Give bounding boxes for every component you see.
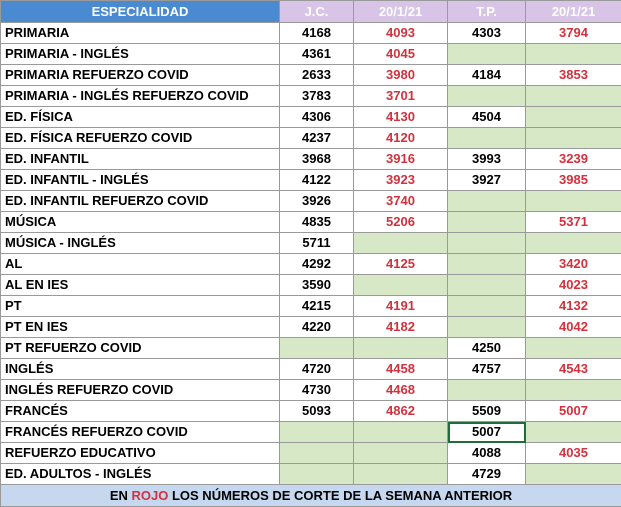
jc-previous-cell[interactable]: 4182 [354, 317, 448, 338]
tp-cell[interactable] [448, 212, 526, 233]
tp-previous-cell[interactable]: 5371 [526, 212, 621, 233]
specialty-cell[interactable]: ED. INFANTIL REFUERZO COVID [1, 191, 280, 212]
tp-cell[interactable]: 5007 [448, 422, 526, 443]
jc-previous-cell[interactable]: 3740 [354, 191, 448, 212]
tp-previous-cell[interactable]: 3794 [526, 23, 621, 44]
jc-cell[interactable]: 4835 [280, 212, 354, 233]
jc-cell[interactable]: 5711 [280, 233, 354, 254]
specialty-cell[interactable]: AL EN IES [1, 275, 280, 296]
tp-cell[interactable] [448, 86, 526, 107]
table-row [1, 338, 621, 359]
specialty-cell[interactable]: PRIMARIA - INGLÉS [1, 44, 280, 65]
tp-cell[interactable] [448, 128, 526, 149]
jc-previous-cell[interactable] [354, 443, 448, 464]
specialty-cell[interactable]: MÚSICA [1, 212, 280, 233]
jc-cell[interactable]: 3968 [280, 149, 354, 170]
table-row [1, 296, 621, 317]
tp-cell[interactable] [448, 275, 526, 296]
jc-previous-cell[interactable] [354, 338, 448, 359]
footer-note[interactable] [1, 485, 621, 507]
jc-cell[interactable]: 3590 [280, 275, 354, 296]
header-especialidad[interactable]: ESPECIALIDAD [1, 1, 280, 23]
jc-previous-cell[interactable]: 4468 [354, 380, 448, 401]
tp-previous-cell[interactable]: 3853 [526, 65, 621, 86]
specialty-cell[interactable]: FRANCÉS [1, 401, 280, 422]
jc-cell[interactable]: 2633 [280, 65, 354, 86]
table-row [1, 23, 621, 44]
jc-previous-cell[interactable]: 4458 [354, 359, 448, 380]
tp-previous-cell[interactable]: 4543 [526, 359, 621, 380]
specialty-cell[interactable]: FRANCÉS REFUERZO COVID [1, 422, 280, 443]
tp-previous-cell[interactable]: 4023 [526, 275, 621, 296]
tp-previous-cell[interactable] [526, 233, 621, 254]
tp-cell[interactable]: 4757 [448, 359, 526, 380]
specialty-cell[interactable]: ED. FÍSICA REFUERZO COVID [1, 128, 280, 149]
jc-cell[interactable]: 4306 [280, 107, 354, 128]
table-row [1, 317, 621, 338]
table-row [1, 254, 621, 275]
specialty-cell[interactable]: PT EN IES [1, 317, 280, 338]
tp-cell[interactable]: 4088 [448, 443, 526, 464]
tp-cell[interactable]: 4184 [448, 65, 526, 86]
tp-previous-cell[interactable]: 5007 [526, 401, 621, 422]
jc-previous-cell[interactable]: 4093 [354, 23, 448, 44]
tp-cell[interactable]: 4303 [448, 23, 526, 44]
table-row [1, 191, 621, 212]
jc-previous-cell[interactable]: 3916 [354, 149, 448, 170]
jc-cell[interactable] [280, 422, 354, 443]
jc-previous-cell[interactable] [354, 464, 448, 485]
jc-cell[interactable]: 4720 [280, 359, 354, 380]
table-row [1, 233, 621, 254]
table-row [1, 359, 621, 380]
jc-previous-cell[interactable]: 4120 [354, 128, 448, 149]
jc-cell[interactable]: 4220 [280, 317, 354, 338]
jc-previous-cell[interactable]: 3980 [354, 65, 448, 86]
table-row [1, 464, 621, 485]
table-row [1, 65, 621, 86]
tp-previous-cell[interactable] [526, 464, 621, 485]
jc-cell[interactable] [280, 464, 354, 485]
tp-previous-cell[interactable]: 3239 [526, 149, 621, 170]
tp-cell[interactable]: 4250 [448, 338, 526, 359]
tp-cell[interactable]: 5509 [448, 401, 526, 422]
tp-cell[interactable]: 4504 [448, 107, 526, 128]
tp-previous-cell[interactable] [526, 191, 621, 212]
jc-cell[interactable] [280, 443, 354, 464]
tp-cell[interactable] [448, 296, 526, 317]
table-row [1, 86, 621, 107]
footer-row [1, 485, 621, 507]
jc-cell[interactable]: 4730 [280, 380, 354, 401]
jc-previous-cell[interactable]: 4191 [354, 296, 448, 317]
tp-previous-cell[interactable] [526, 107, 621, 128]
tp-cell[interactable] [448, 254, 526, 275]
jc-cell[interactable]: 3926 [280, 191, 354, 212]
tp-cell[interactable] [448, 317, 526, 338]
jc-previous-cell[interactable]: 4125 [354, 254, 448, 275]
specialty-cell[interactable]: PT [1, 296, 280, 317]
jc-previous-cell[interactable]: 3701 [354, 86, 448, 107]
header-row [1, 1, 621, 23]
table-row [1, 212, 621, 233]
jc-cell[interactable] [280, 338, 354, 359]
jc-cell[interactable]: 4215 [280, 296, 354, 317]
header-jc[interactable]: J.C. [280, 1, 354, 23]
tp-cell[interactable] [448, 44, 526, 65]
specialty-cell[interactable]: REFUERZO EDUCATIVO [1, 443, 280, 464]
tp-previous-cell[interactable]: 3985 [526, 170, 621, 191]
jc-cell[interactable]: 4292 [280, 254, 354, 275]
tp-cell[interactable] [448, 191, 526, 212]
footer-text-after: LOS NÚMEROS DE CORTE DE LA SEMANA ANTERIOR [168, 488, 512, 503]
table-row [1, 422, 621, 443]
specialty-cell[interactable]: PRIMARIA REFUERZO COVID [1, 65, 280, 86]
tp-cell[interactable] [448, 380, 526, 401]
tp-cell[interactable] [448, 233, 526, 254]
tp-previous-cell[interactable]: 4132 [526, 296, 621, 317]
jc-previous-cell[interactable]: 4862 [354, 401, 448, 422]
tp-previous-cell[interactable] [526, 422, 621, 443]
specialty-cell[interactable]: MÚSICA - INGLÉS [1, 233, 280, 254]
specialty-cell[interactable]: ED. INFANTIL [1, 149, 280, 170]
jc-previous-cell[interactable] [354, 422, 448, 443]
table-row [1, 275, 621, 296]
tp-previous-cell[interactable] [526, 338, 621, 359]
header-date-tp[interactable]: 20/1/21 [526, 1, 621, 23]
table-row [1, 149, 621, 170]
jc-cell[interactable]: 5093 [280, 401, 354, 422]
specialty-cell[interactable]: ED. INFANTIL - INGLÉS [1, 170, 280, 191]
jc-previous-cell[interactable]: 4045 [354, 44, 448, 65]
tp-cell[interactable]: 3927 [448, 170, 526, 191]
tp-previous-cell[interactable] [526, 380, 621, 401]
table-row [1, 128, 621, 149]
jc-cell[interactable]: 4122 [280, 170, 354, 191]
table-row [1, 401, 621, 422]
footer-red-word: ROJO [132, 488, 169, 503]
specialty-cell[interactable]: PRIMARIA - INGLÉS REFUERZO COVID [1, 86, 280, 107]
tp-previous-cell[interactable] [526, 128, 621, 149]
tp-previous-cell[interactable] [526, 86, 621, 107]
specialty-cell[interactable]: ED. ADULTOS - INGLÉS [1, 464, 280, 485]
tp-previous-cell[interactable] [526, 44, 621, 65]
jc-previous-cell[interactable]: 5206 [354, 212, 448, 233]
jc-previous-cell[interactable] [354, 275, 448, 296]
tp-previous-cell[interactable]: 4042 [526, 317, 621, 338]
header-tp[interactable]: T.P. [448, 1, 526, 23]
jc-cell[interactable]: 3783 [280, 86, 354, 107]
footer-text-before: EN [110, 488, 132, 503]
specialty-cell[interactable]: PRIMARIA [1, 23, 280, 44]
table-body [1, 23, 621, 485]
specialty-cell[interactable]: INGLÉS REFUERZO COVID [1, 380, 280, 401]
table-row [1, 170, 621, 191]
specialty-cell[interactable]: INGLÉS [1, 359, 280, 380]
tp-cell[interactable]: 4729 [448, 464, 526, 485]
tp-cell[interactable]: 3993 [448, 149, 526, 170]
table-row [1, 443, 621, 464]
jc-previous-cell[interactable]: 3923 [354, 170, 448, 191]
jc-previous-cell[interactable]: 4130 [354, 107, 448, 128]
table-row [1, 44, 621, 65]
table-row [1, 380, 621, 401]
tp-previous-cell[interactable]: 3420 [526, 254, 621, 275]
jc-cell[interactable]: 4237 [280, 128, 354, 149]
jc-cell[interactable]: 4168 [280, 23, 354, 44]
specialty-cell[interactable]: ED. FÍSICA [1, 107, 280, 128]
specialty-cell[interactable]: AL [1, 254, 280, 275]
jc-cell[interactable]: 4361 [280, 44, 354, 65]
table-row [1, 107, 621, 128]
jc-previous-cell[interactable] [354, 233, 448, 254]
header-date-jc[interactable]: 20/1/21 [354, 1, 448, 23]
tp-previous-cell[interactable]: 4035 [526, 443, 621, 464]
specialty-cell[interactable]: PT REFUERZO COVID [1, 338, 280, 359]
